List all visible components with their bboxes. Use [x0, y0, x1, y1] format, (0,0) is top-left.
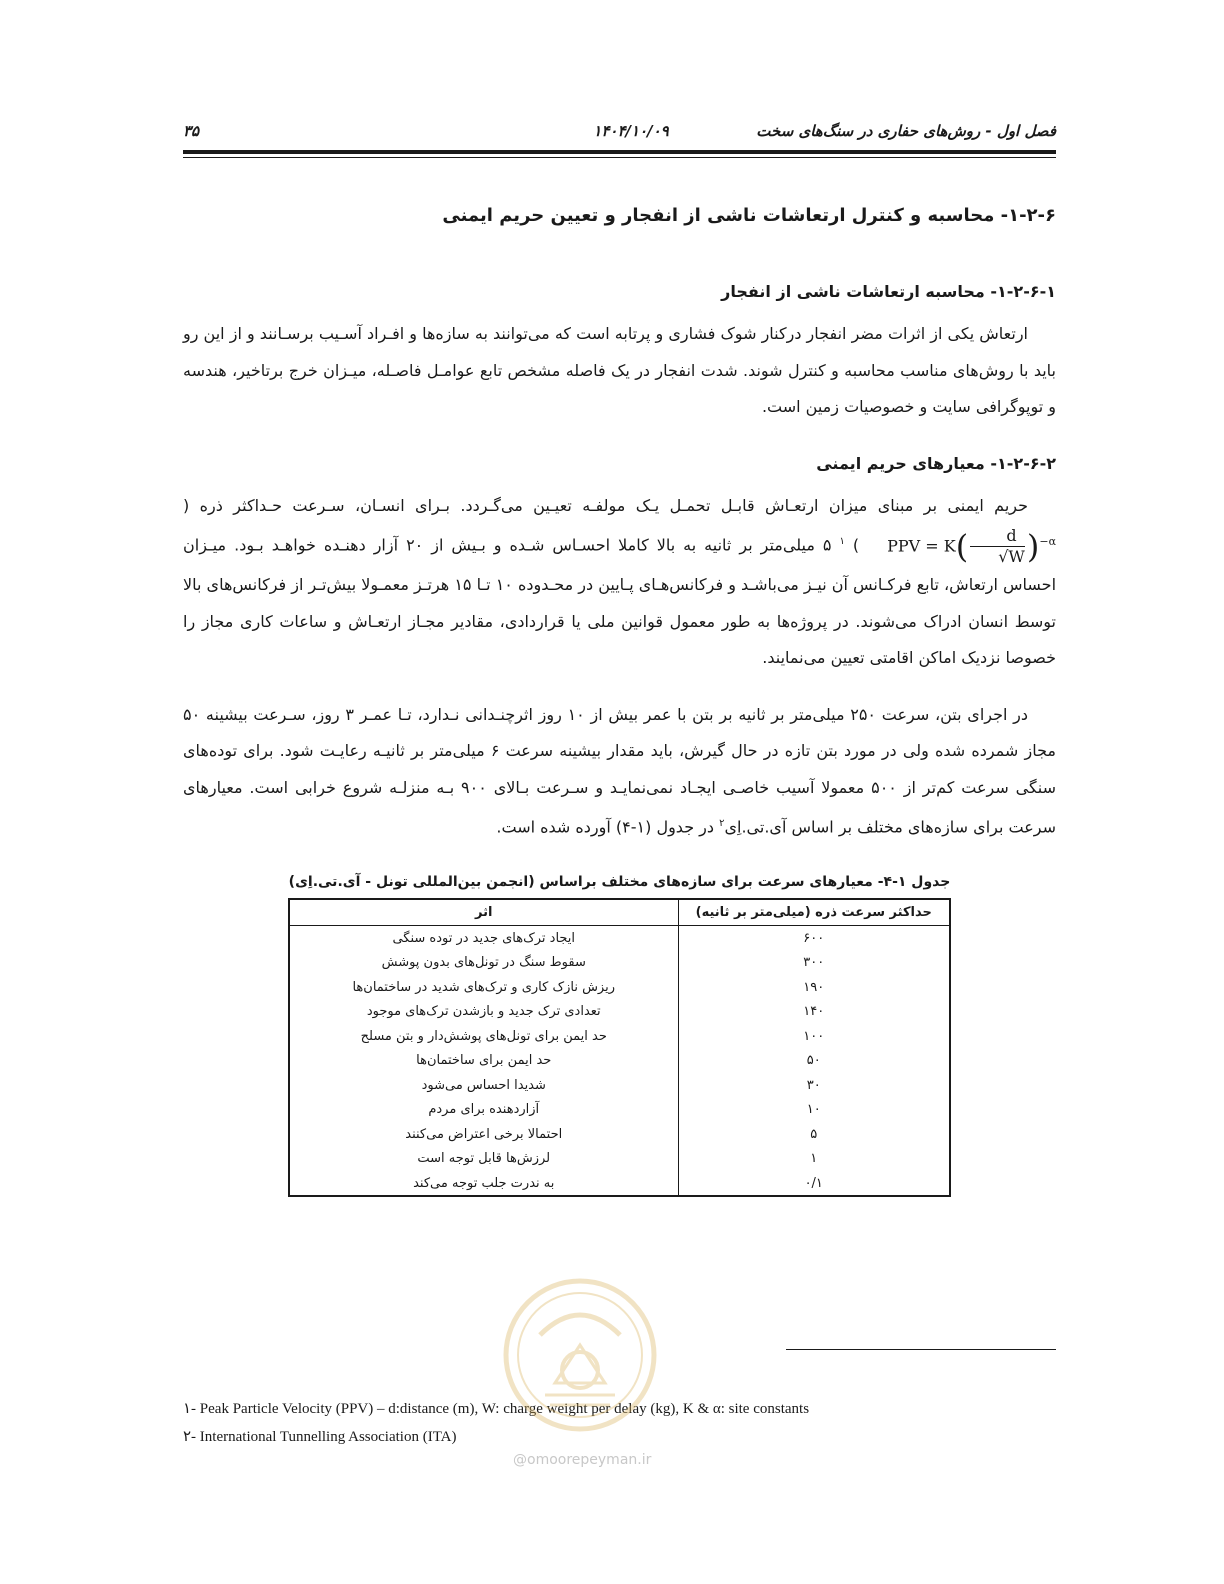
- table-header-row: [289, 899, 950, 925]
- cell-velocity: ۵۰: [678, 1048, 950, 1073]
- cell-effect: ریزش نازک کاری و ترک‌های شدید در ساختمان‌ها: [289, 975, 678, 1000]
- table-row: [289, 1097, 950, 1122]
- paragraph-safety-criteria: [183, 488, 1056, 677]
- paragraph-text-mid: ): [844, 535, 860, 555]
- cell-effect: شدیدا احساس می‌شود: [289, 1073, 678, 1098]
- table-caption: جدول ۱-۴- معیارهای سرعت برای سازه‌های مختلف براساس (انجمن بین‌المللی تونل - آی.تی.اِی): [288, 874, 951, 891]
- footnote-ref-2[interactable]: ۲: [719, 818, 725, 830]
- footnote-2: ۲- International Tunnelling Association (ITA): [183, 1429, 457, 1445]
- formula-paren-open: (: [955, 527, 969, 566]
- page-number: ۳۵: [183, 122, 200, 140]
- chapter-title: فصل اول - روش‌های حفاری در سنگ‌های سخت: [756, 122, 1056, 140]
- footnote-ref-1[interactable]: ۱: [839, 536, 845, 547]
- cell-effect: حد ایمن برای تونل‌های پوشش‌دار و بتن مسلح: [289, 1024, 678, 1049]
- velocity-criteria-table: [288, 898, 951, 1197]
- table-row: [289, 1048, 950, 1073]
- header-rule-thin: [183, 157, 1056, 158]
- table-body: [289, 925, 950, 1196]
- formula-lhs: PPV = K: [887, 536, 956, 556]
- table-row: [289, 950, 950, 975]
- table-row: [289, 975, 950, 1000]
- cell-effect: احتمالا برخی اعتراض می‌کنند: [289, 1122, 678, 1147]
- cell-effect: تعدادی ترک جدید و بازشدن ترک‌های موجود: [289, 999, 678, 1024]
- cell-effect: لرزش‌ها قابل توجه است: [289, 1146, 678, 1171]
- paragraph-text-end: ۵ میلی‌متر بر ثانیه به بالا کاملا احسـاس شـده و بـیش از ۲۰ آزار دهنـده خواهـد بـود. میـزان احساس ارتعاش، تابع فرکـانس آن نیـز می‌باشـد و فرکانس‌هـای پـایین در محـدوده ۱۰ تـا ۱۵ هرتـز معمـولا بیش‌تـر از فرکانس‌های بالا توسط انسان ادراک می‌شوند. در پروژه‌ها به طور معمول قوانین ملی یا قراردادی، مقادیر مجـاز ارتعـاش و ساعات کاری مجاز را خصوصا نزدیک اماکن اقامتی تعیین می‌نمایند.: [183, 535, 1057, 668]
- cell-velocity: ۱۴۰: [678, 999, 950, 1024]
- cell-velocity: ۰/۱: [678, 1171, 950, 1197]
- cell-velocity: ۱۰: [678, 1097, 950, 1122]
- footnote-separator: [786, 1349, 1056, 1350]
- subsection-title-2: ۱-۲-۶-۲- معیارهای حریم ایمنی: [816, 453, 1056, 473]
- formula-exponent: −α: [1039, 535, 1057, 549]
- formula-fraction: [970, 526, 1025, 567]
- cell-velocity: ۳۰۰: [678, 950, 950, 975]
- section-title: ۱-۲-۶- محاسبه و کنترل ارتعاشات ناشی از انفجار و تعیین حریم ایمنی: [442, 205, 1056, 226]
- cell-effect: ایجاد ترک‌های جدید در توده سنگی: [289, 925, 678, 950]
- running-header: [183, 118, 1056, 148]
- paragraph-concrete-end: در جدول (۱-۴) آورده شده است.: [496, 817, 720, 837]
- table-row: [289, 1146, 950, 1171]
- table-row: [289, 1073, 950, 1098]
- formula-numerator: d: [970, 526, 1025, 547]
- table-row: [289, 1024, 950, 1049]
- cell-effect: به ندرت جلب توجه می‌کند: [289, 1171, 678, 1197]
- watermark-site: @omoorepeyman.ir: [513, 1452, 652, 1468]
- paragraph-concrete: [183, 697, 1056, 846]
- paragraph-vibration: ارتعاش یکی از اثرات مضر انفجار درکنار شوک فشاری و پرتابه است که می‌توانند به سازه‌ها و افـراد آسـیب برسـانند و از این رو باید با روش‌های مناسب محاسبه و کنترل شوند. شدت انفجار در یک فاصله مشخص تابع عوامـل فاصـله، میـزان خرج برتاخیر، هندسه و توپوگرافی سایت و خصوصیات زمین است.: [183, 324, 1056, 416]
- table-row: [289, 1171, 950, 1197]
- cell-velocity: ۱۹۰: [678, 975, 950, 1000]
- cell-velocity: ۵: [678, 1122, 950, 1147]
- table-row: [289, 1122, 950, 1147]
- cell-effect: سقوط سنگ در تونل‌های بدون پوشش: [289, 950, 678, 975]
- table-row: [289, 925, 950, 950]
- cell-effect: حد ایمن برای ساختمان‌ها: [289, 1048, 678, 1073]
- cell-velocity: ۶۰۰: [678, 925, 950, 950]
- cell-effect: آزاردهنده برای مردم: [289, 1097, 678, 1122]
- footnotes: [183, 1395, 809, 1451]
- main-content: [183, 196, 1056, 1197]
- paragraph-concrete-start: در اجرای بتن، سرعت ۲۵۰ میلی‌متر بر ثانیه بر بتن با عمر بیش از ۱۰ روز اثرچنـدانی نـدارد، تـا عمـر ۳ روز، سـرعت بیشینه ۵۰ مجاز شمرده شده ولی در مورد بتن تازه در حال گیرش، باید مقدار بیشینه سرعت ۶ میلی‌متر بر ثانیـه رعایـت شود. برای توده‌های سنگی سرعت کم‌تر از ۵۰۰ معمولا آسیب خاصـی ایجـاد نمی‌نمایـد و سـرعت بـالای ۹۰۰ بـه منزلـه شروع خرابی است. معیارهای سرعت برای سازه‌های مختلف بر اساس آی.تی.اِی: [183, 704, 1057, 837]
- header-velocity: حداکثر سرعت ذره (میلی‌متر بر ثانیه): [678, 899, 950, 925]
- subsection-title-1: ۱-۲-۶-۱- محاسبه ارتعاشات ناشی از انفجار: [721, 282, 1056, 301]
- header-date: ۱۴۰۴/۱۰/۰۹: [593, 122, 669, 140]
- header-effect: اثر: [289, 899, 678, 925]
- table-row: [289, 999, 950, 1024]
- cell-velocity: ۳۰: [678, 1073, 950, 1098]
- formula-denominator: √W: [998, 547, 1025, 567]
- cell-velocity: ۱۰۰: [678, 1024, 950, 1049]
- watermark-logo: [500, 1275, 660, 1435]
- cell-velocity: ۱: [678, 1146, 950, 1171]
- formula-paren-close: ): [1026, 527, 1040, 566]
- footnote-1: ۱- Peak Particle Velocity (PPV) – d:distance (m), W: charge weight per delay (kg), K & α: site constants: [183, 1401, 810, 1417]
- paragraph-text-start: حریم ایمنی بر مبنای میزان ارتعـاش قابـل تحمـل یـک مولفـه تعیـین می‌گـردد. بـرای انسـان، سـرعت حـداکثر ذره (: [183, 495, 1028, 515]
- ppv-formula: [859, 524, 1056, 567]
- header-rule-thick: [183, 150, 1056, 154]
